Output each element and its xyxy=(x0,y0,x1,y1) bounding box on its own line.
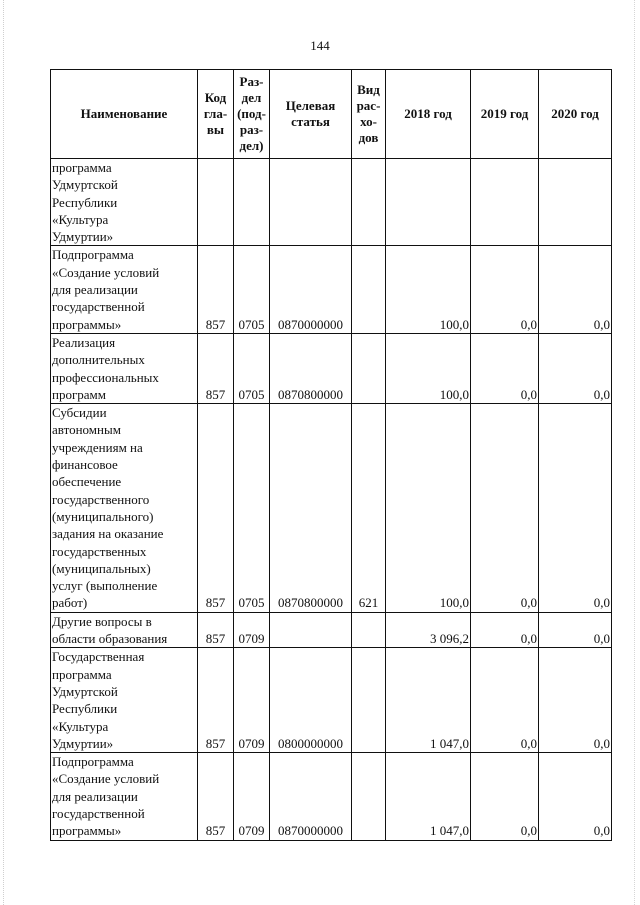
table-header-row xyxy=(51,70,612,159)
row-2019: 0,0 xyxy=(471,753,539,840)
row-2020 xyxy=(539,159,612,246)
row-target: 0800000000 xyxy=(270,648,352,753)
row-expense xyxy=(352,648,386,753)
row-2018: 100,0 xyxy=(386,404,471,613)
row-target xyxy=(270,159,352,246)
row-section: 0705 xyxy=(234,404,270,613)
header-2019: 2019 год xyxy=(471,70,539,159)
row-2020: 0,0 xyxy=(539,246,612,333)
row-2019: 0,0 xyxy=(471,612,539,648)
row-expense: 621 xyxy=(352,404,386,613)
row-expense xyxy=(352,246,386,333)
row-expense xyxy=(352,333,386,403)
header-2020: 2020 год xyxy=(539,70,612,159)
table-row xyxy=(51,246,612,333)
row-code: 857 xyxy=(198,612,234,648)
row-2019 xyxy=(471,159,539,246)
header-name: Наименование xyxy=(51,70,198,159)
row-code: 857 xyxy=(198,333,234,403)
row-target: 0870800000 xyxy=(270,333,352,403)
table-row xyxy=(51,404,612,613)
row-2019: 0,0 xyxy=(471,404,539,613)
row-name: Подпрограмма «Создание условий для реализации государственной программы» xyxy=(51,753,198,840)
row-code: 857 xyxy=(198,246,234,333)
row-target xyxy=(270,612,352,648)
row-2019: 0,0 xyxy=(471,648,539,753)
table-row xyxy=(51,753,612,840)
row-section xyxy=(234,159,270,246)
scan-edge-right xyxy=(634,0,636,905)
row-2020: 0,0 xyxy=(539,333,612,403)
header-code: Код гла- вы xyxy=(198,70,234,159)
row-name: Субсидии автономным учреждениям на финансовое обеспечение государственного (муниципального) задания на оказание государственных (муниципальных) услуг (выполнение работ) xyxy=(51,404,198,613)
budget-table xyxy=(50,69,612,841)
row-code: 857 xyxy=(198,404,234,613)
row-2018 xyxy=(386,159,471,246)
row-2018: 100,0 xyxy=(386,246,471,333)
row-2020: 0,0 xyxy=(539,612,612,648)
row-2020: 0,0 xyxy=(539,648,612,753)
row-section: 0709 xyxy=(234,612,270,648)
row-2018: 1 047,0 xyxy=(386,753,471,840)
row-2019: 0,0 xyxy=(471,246,539,333)
row-2020: 0,0 xyxy=(539,404,612,613)
row-2019: 0,0 xyxy=(471,333,539,403)
row-name: Государственная программа Удмуртской Республики «Культура Удмуртии» xyxy=(51,648,198,753)
row-section: 0705 xyxy=(234,333,270,403)
header-target: Целевая статья xyxy=(270,70,352,159)
row-2018: 3 096,2 xyxy=(386,612,471,648)
row-name: Другие вопросы в области образования xyxy=(51,612,198,648)
row-2020: 0,0 xyxy=(539,753,612,840)
row-section: 0705 xyxy=(234,246,270,333)
row-name: программа Удмуртской Республики «Культура Удмуртии» xyxy=(51,159,198,246)
table-row xyxy=(51,648,612,753)
header-section: Раз- дел (под- раз- дел) xyxy=(234,70,270,159)
row-2018: 1 047,0 xyxy=(386,648,471,753)
row-2018: 100,0 xyxy=(386,333,471,403)
row-name: Реализация дополнительных профессиональных программ xyxy=(51,333,198,403)
row-name: Подпрограмма «Создание условий для реализации государственной программы» xyxy=(51,246,198,333)
page-number: 144 xyxy=(310,38,330,53)
row-code xyxy=(198,159,234,246)
header-2018: 2018 год xyxy=(386,70,471,159)
row-expense xyxy=(352,612,386,648)
header-expense: Вид рас- хо- дов xyxy=(352,70,386,159)
table-row xyxy=(51,333,612,403)
row-section: 0709 xyxy=(234,753,270,840)
row-expense xyxy=(352,753,386,840)
row-section: 0709 xyxy=(234,648,270,753)
row-code: 857 xyxy=(198,753,234,840)
row-target: 0870000000 xyxy=(270,246,352,333)
scan-edge-left xyxy=(3,0,5,905)
row-code: 857 xyxy=(198,648,234,753)
table-row xyxy=(51,159,612,246)
row-expense xyxy=(352,159,386,246)
row-target: 0870800000 xyxy=(270,404,352,613)
row-target: 0870000000 xyxy=(270,753,352,840)
table-row xyxy=(51,612,612,648)
